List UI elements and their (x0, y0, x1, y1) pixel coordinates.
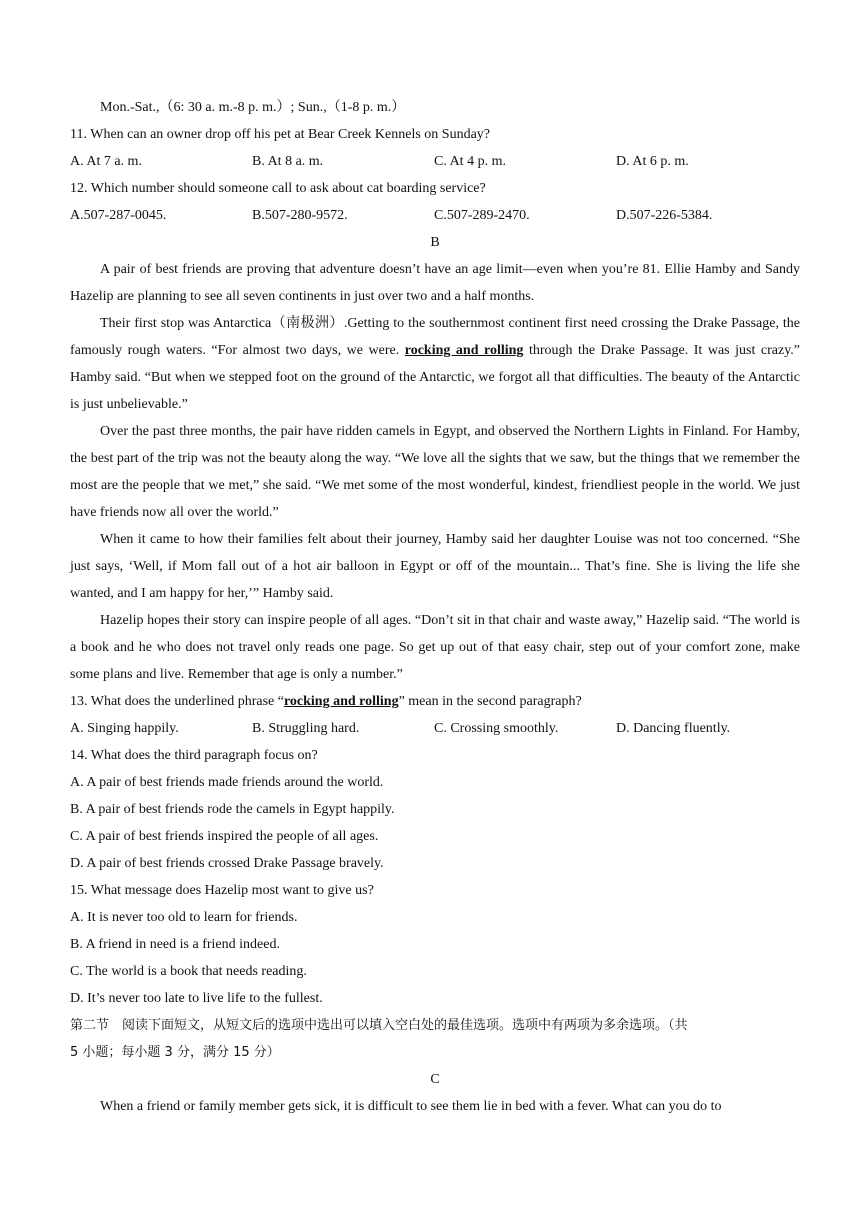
option-a: A.507-287-0045. (70, 208, 167, 223)
option-c: C. At 4 p. m. (434, 154, 506, 169)
option-d: D. At 6 p. m. (616, 154, 689, 169)
option-b: B. Struggling hard. (252, 721, 360, 736)
question-13-options (70, 715, 800, 742)
question-11-options (70, 148, 800, 175)
section-2-instruction-line-1: 第二节 阅读下面短文，从短文后的选项中选出可以填入空白处的最佳选项。选项中有两项为多余选项。（共 (70, 1018, 688, 1033)
option-b: B. At 8 a. m. (252, 154, 324, 169)
underlined-phrase: rocking and rolling (404, 343, 524, 358)
q15-option-d: D. It’s never too late to live life to the fullest. (70, 991, 323, 1006)
q15-option-a: A. It is never too old to learn for friends. (70, 910, 298, 925)
q13-stem-after: ” mean in the second paragraph? (398, 694, 582, 709)
paragraph-2-text-after: through the Drake Passage. It was just crazy.” Hamby said. “But when we stepped foot on the ground of the Antarctic, we forgot all that difficulties. The beauty of the Antarctic is just unbelievable.” (70, 343, 801, 412)
passage-b-paragraph-5: Hazelip hopes their story can inspire people of all ages. “Don’t sit in that chair and waste away,” Hazelip said. “The world is a book and he who does not travel only reads one page. So get up out of that easy chair, step out of your comfort zone, make some plans and live. Remember that age is only a number.” (70, 613, 800, 682)
passage-b-paragraph-4: When it came to how their families felt about their journey, Hamby said her daughter Louise was not too concerned. “She just says, ‘Well, if Mom fall out of a hot air balloon in Egypt or off of the mountain... That’s fine. She is living the life she wanted, and I am happy for her,’” Hamby said. (70, 532, 800, 601)
option-b: B.507-280-9572. (252, 208, 348, 223)
option-c: C. Crossing smoothly. (434, 721, 559, 736)
question-12-options (70, 202, 800, 229)
paragraph-2-text-before: Their first stop was Antarctica（南极洲）.Getting to the southernmost continent first need crossing the Drake Passage, the famously rough waters. “For almost two days, we were. (70, 316, 800, 358)
passage-c-paragraph-1: When a friend or family member gets sick, it is difficult to see them lie in bed with a fever. What can you do to (100, 1099, 722, 1114)
option-a: A. Singing happily. (70, 721, 179, 736)
q14-option-c: C. A pair of best friends inspired the people of all ages. (70, 829, 379, 844)
option-a: A. At 7 a. m. (70, 154, 142, 169)
q13-underlined-phrase: rocking and rolling (283, 694, 399, 709)
section-b-label: B (430, 235, 440, 250)
q15-option-b: B. A friend in need is a friend indeed. (70, 937, 280, 952)
question-12-stem: 12. Which number should someone call to ask about cat boarding service? (70, 181, 486, 196)
q14-option-b: B. A pair of best friends rode the camels in Egypt happily. (70, 802, 395, 817)
passage-b-paragraph-3: Over the past three months, the pair have ridden camels in Egypt, and observed the Northern Lights in Finland. For Hamby, the best part of the trip was not the beauty along the way. “We love all the sights that we saw, but the things that we remember the most are the people that we met,” she said. “We met some of the most wonderful, kindest, friendliest people in the world. We just have friends now all over the world.” (70, 424, 800, 520)
q15-option-c: C. The world is a book that needs reading. (70, 964, 307, 979)
question-14-stem: 14. What does the third paragraph focus on? (70, 748, 318, 763)
q14-option-d: D. A pair of best friends crossed Drake Passage bravely. (70, 856, 384, 871)
section-c-label: C (430, 1072, 440, 1087)
passage-b-paragraph-1: A pair of best friends are proving that adventure doesn’t have an age limit—even when you’re 81. Ellie Hamby and Sandy Hazelip are planning to see all seven continents in just over two and a half months. (70, 262, 800, 304)
q14-option-a: A. A pair of best friends made friends around the world. (70, 775, 384, 790)
section-2-instruction-line-2: 5 小题；每小题 3 分，满分 15 分） (70, 1045, 280, 1060)
exam-page (70, 94, 800, 1120)
option-d: D. Dancing fluently. (616, 721, 731, 736)
question-11-stem: 11. When can an owner drop off his pet at Bear Creek Kennels on Sunday? (70, 127, 491, 142)
question-15-stem: 15. What message does Hazelip most want to give us? (70, 883, 374, 898)
passage-b-paragraph-2 (70, 310, 800, 418)
q13-stem-before: 13. What does the underlined phrase “ (70, 694, 284, 709)
question-13-stem (70, 688, 800, 715)
option-d: D.507-226-5384. (616, 208, 713, 223)
kennel-hours: Mon.-Sat.,（6: 30 a. m.-8 p. m.）; Sun.,（1-8 p. m.） (100, 100, 406, 115)
option-c: C.507-289-2470. (434, 208, 530, 223)
